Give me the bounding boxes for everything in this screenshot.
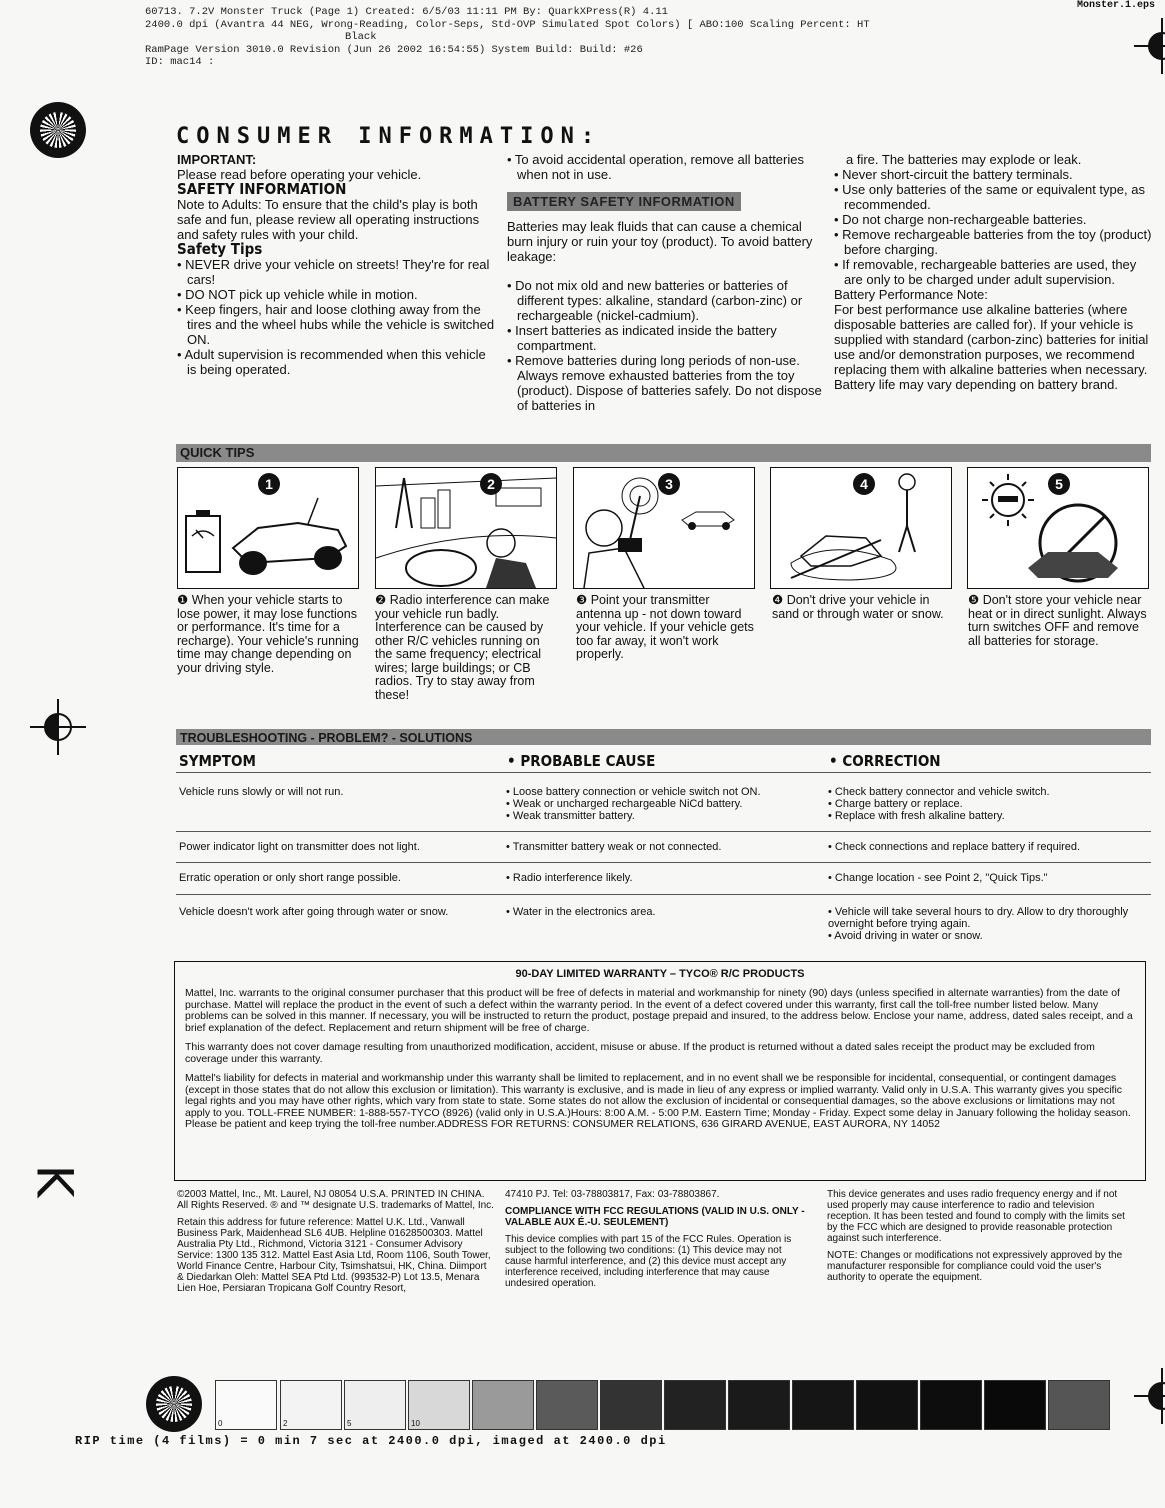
symptom-header: SYMPTOM <box>179 752 256 770</box>
symptom-cell: Erratic operation or only short range possible. <box>179 872 401 884</box>
caption-number: ❸ <box>576 593 588 607</box>
correction-cell: • Check battery connector and vehicle switch. • Charge battery or replace. • Replace with fresh alkaline battery. <box>828 786 1050 822</box>
quick-tip-caption-5 <box>968 594 1150 648</box>
divider <box>176 831 1151 832</box>
safety-info-heading: SAFETY INFORMATION <box>177 180 347 198</box>
caption-text: Point your transmitter antenna up - not down toward your vehicle. If your vehicle gets too far away, it won't work properly. <box>576 593 754 661</box>
safety-tips-heading: Safety Tips <box>177 240 263 258</box>
divider <box>176 894 1151 895</box>
safety-tip: • Keep fingers, hair and loose clothing away from the tires and the wheel hubs while the vehicle is switched ON. <box>177 302 495 347</box>
battery-bullet: • Do not mix old and new batteries or batteries of different types: alkaline, standard (carbon-zinc) or rechargeable (nickel-cadmium). <box>507 278 803 323</box>
battery-bullet: • Never short-circuit the battery terminals. <box>834 167 1073 182</box>
cause-header: • PROBABLE CAUSE <box>507 752 656 770</box>
consumer-info-column-3 <box>834 152 1152 392</box>
caption-number: ❹ <box>772 593 784 607</box>
swatch-label: 0 <box>218 1419 223 1428</box>
quick-tip-panel-1 <box>177 467 359 589</box>
fcc-heading: COMPLIANCE WITH FCC REGULATIONS (VALID IN U.S. ONLY - VALABLE AUX É.-U. SEULEMENT) <box>505 1206 805 1228</box>
fcc-note-text: NOTE: Changes or modifications not expressively approved by the manufacturer responsible for compliance could void the user's authority to operate the equipment. <box>827 1250 1123 1283</box>
divider <box>176 772 1151 773</box>
swatch-label: 10 <box>411 1419 420 1428</box>
troubleshooting-heading: TROUBLESHOOTING - PROBLEM? - SOLUTIONS <box>180 731 473 745</box>
crosshair-icon <box>1142 26 1165 66</box>
consumer-info-column-1 <box>177 152 495 377</box>
radio-interference-illustration <box>376 468 556 588</box>
caption-text: Radio interference can make your vehicle run badly. Interference can be caused by other R/C vehicles running on the same frequency; electrical wires; large buildings; or CB radios. Try to stay away from these! <box>375 593 550 702</box>
density-swatch <box>664 1380 726 1430</box>
crosshair-icon <box>1142 1376 1165 1416</box>
header-line: Black <box>345 31 377 43</box>
density-swatch <box>792 1380 854 1430</box>
battery-safety-heading: BATTERY SAFETY INFORMATION <box>507 192 741 211</box>
header-line: RamPage Version 3010.0 Revision (Jun 26 2002 16:54:55) System Build: Build: #26 <box>145 43 643 56</box>
quick-tips-bar <box>176 444 1151 462</box>
quick-tip-panel-3 <box>573 467 755 589</box>
quick-tips-heading: QUICK TIPS <box>180 445 255 460</box>
caption-number: ❷ <box>375 593 387 607</box>
swatch-label: 2 <box>283 1419 288 1428</box>
table-row <box>176 786 1151 826</box>
header-line: ID: mac14 : <box>145 56 215 68</box>
footer-fcc-column <box>505 1189 810 1295</box>
cause-cell: • Water in the electronics area. <box>506 906 656 918</box>
panel-number: 4 <box>853 473 875 495</box>
density-swatch <box>344 1380 406 1430</box>
warranty-paragraph: Mattel, Inc. warrants to the original consumer purchaser that this product will be free of defects in material and workmanship for ninety (90) days (unless specified in alternate warranties) from the date of purchase. Mattel will replace the product in the event of such a defect within the warranty period. In the event of a defect covered under this warranty, first call the toll-free number listed below. Many problems can be solved in this manner. If necessary, you will be instructed to return the product, postage prepaid and insured, to the address below. Enclose your name, address, dated sales receipt, and a brief explanation of the defect. Replacement and return shipment will be free of charge. <box>185 987 1133 1034</box>
density-swatch <box>1048 1380 1110 1430</box>
registration-target-icon <box>30 102 86 158</box>
fcc-text: This device complies with part 15 of the FCC Rules. Operation is subject to the following two conditions: (1) This device may not cause harmful interference, and (2) this device must accept any interference received, including interference that may cause undesired operation. <box>505 1234 792 1289</box>
quick-tip-panel-5 <box>967 467 1149 589</box>
quick-tip-panel-2 <box>375 467 557 589</box>
quick-tip-panel-4 <box>770 467 952 589</box>
density-swatch <box>280 1380 342 1430</box>
density-swatch <box>728 1380 790 1430</box>
caption-text: Don't drive your vehicle in sand or through water or snow. <box>772 593 944 621</box>
header-filename: Monster.1.eps <box>1076 0 1155 11</box>
important-label: IMPORTANT: <box>177 152 257 167</box>
safety-tip: • NEVER drive your vehicle on streets! They're for real cars! <box>177 257 490 287</box>
battery-bullet: • Remove rechargeable batteries from the toy (product) before charging. <box>834 227 1152 257</box>
header-line: 2400.0 dpi (Avantra 44 NEG, Wrong-Reading, Color-Seps, Std-OVP Simulated Spot Colors) [ ABO:100 Scaling Percent: HT <box>145 18 870 31</box>
safety-info-text: Note to Adults: To ensure that the child's play is both safe and fun, please review all operating instructions and safety rules with your child. <box>177 197 480 242</box>
battery-performance-heading: Battery Performance Note: <box>834 287 988 302</box>
footer-legal-column <box>177 1189 495 1300</box>
density-swatch <box>215 1380 277 1430</box>
caption-text: When your vehicle starts to lose power, it may lose functions or performance. It's time for a recharge). Your vehicle's running time may change depending on your driving style. <box>177 593 359 675</box>
density-swatch <box>472 1380 534 1430</box>
battery-bullet: • If removable, rechargeable batteries are used, they are only to be charged under adult supervision. <box>834 257 1137 287</box>
phone-text: 47410 PJ. Tel: 03-78803817, Fax: 03-78803867. <box>505 1189 720 1200</box>
correction-header: • CORRECTION <box>829 752 941 770</box>
correction-cell: • Change location - see Point 2, "Quick Tips." <box>828 872 1048 884</box>
warranty-paragraph: This warranty does not cover damage resulting from unauthorized modification, accident, misuse or abuse. If the product is returned without a dated sales receipt the product may be excluded from coverage under this warranty. <box>185 1041 1095 1065</box>
file-header <box>145 6 1155 69</box>
correction-cell: • Check connections and replace battery if required. <box>828 841 1081 853</box>
battery-bullet: • Insert batteries as indicated inside the battery compartment. <box>507 323 777 353</box>
battery-performance-text: For best performance use alkaline batteries (where disposable batteries are called for). If your vehicle is supplied with standard (carbon-zinc) batteries for initial use and/or demonstration purposes, we recommend replacing them with alkaline batteries when necessary. Battery life may vary depending on battery brand. <box>834 302 1149 392</box>
density-swatch <box>536 1380 598 1430</box>
warranty-box <box>174 961 1146 1181</box>
warranty-title: 90-DAY LIMITED WARRANTY – TYCO® R/C PRODUCTS <box>515 968 805 980</box>
correction-cell: • Vehicle will take several hours to dry. Allow to dry thoroughly overnight before trying again. • Avoid driving in water or snow. <box>828 906 1129 942</box>
density-swatch <box>856 1380 918 1430</box>
cause-cell: • Transmitter battery weak or not connected. <box>506 841 722 853</box>
battery-bullet: • Do not charge non-rechargeable batteries. <box>834 212 1087 227</box>
quick-tip-caption-1 <box>177 594 359 675</box>
quick-tip-caption-4 <box>772 594 954 621</box>
crosshair-icon <box>38 707 78 747</box>
density-swatch <box>920 1380 982 1430</box>
important-text: Please read before operating your vehicle. <box>177 167 422 182</box>
quick-tip-caption-3 <box>576 594 758 662</box>
caption-text: Don't store your vehicle near heat or in direct sunlight. Always turn switches OFF and remove all batteries for storage. <box>968 593 1147 648</box>
cause-cell: • Radio interference likely. <box>506 872 633 884</box>
battery-bullet: • Remove batteries during long periods of non-use. Always remove exhausted batteries from the toy (product). Dispose of batteries safely. Do not dispose of batteries in <box>507 353 822 413</box>
copyright-text: ©2003 Mattel, Inc., Mt. Laurel, NJ 08054 U.S.A. PRINTED IN CHINA. All Rights Reserved. ® and ™ designate U.S. trademarks of Mattel, Inc. <box>177 1189 494 1211</box>
quick-tip-caption-2 <box>375 594 557 702</box>
density-swatch <box>408 1380 470 1430</box>
caption-number: ❶ <box>177 593 189 607</box>
safety-tip: • Adult supervision is recommended when this vehicle is being operated. <box>177 347 486 377</box>
panel-number: 5 <box>1048 473 1070 495</box>
rip-time-line: RIP time (4 films) = 0 min 7 sec at 2400.0 dpi, imaged at 2400.0 dpi <box>75 1434 667 1448</box>
symptom-cell: Vehicle runs slowly or will not run. <box>179 786 344 798</box>
density-swatch <box>984 1380 1046 1430</box>
swatch-label: 5 <box>347 1419 352 1428</box>
interference-text: This device generates and uses radio frequency energy and if not used properly may cause interference to radio and television reception. It has been tested and found to comply with the limits set by the FCC which are designed to provide reasonable protection against such interference. <box>827 1189 1125 1244</box>
k-registration-mark-icon: K <box>25 1164 84 1198</box>
warranty-paragraph: Mattel's liability for defects in material and workmanship under this warranty shall be limited to replacement, and in no event shall we be responsible for incidental, consequential, or contingent damages (except in those states that do not allow this exclusion or limitation). This warranty is exclusive, and is made in lieu of any express or implied warranty. Valid only in U.S.A. This warranty gives you specific legal rights and you may have other rights, which vary from state to state. Some states do not allow the exclusion of incidental or consequential damages, so the above exclusions or limitations may not apply to you. TOLL-FREE NUMBER: 1-888-557-TYCO (8926) (valid only in U.S.A.)Hours: 8:00 A.M. - 5:00 P.M. Eastern Time; Monday - Friday. Expect some delay in January following the holiday season. Please be patient and keep trying the toll-free number.ADDRESS FOR RETURNS: CONSUMER RELATIONS, 636 GIRARD AVENUE, EAST AURORA, NY 14052 <box>185 1072 1131 1130</box>
safety-tip: • DO NOT pick up vehicle while in motion. <box>177 287 418 302</box>
consumer-info-column-2 <box>507 152 827 413</box>
panel-number: 1 <box>258 473 280 495</box>
cause-cell: • Loose battery connection or vehicle switch not ON. • Weak or uncharged rechargeable NiCd battery. • Weak transmitter battery. <box>506 786 761 822</box>
page-title: CONSUMER INFORMATION: <box>176 124 602 149</box>
density-swatch <box>600 1380 662 1430</box>
header-line: 60713. 7.2V Monster Truck (Page 1) Created: 6/5/03 11:11 PM By: QuarkXPress(R) 4.11 <box>145 6 668 18</box>
symptom-cell: Vehicle doesn't work after going through water or snow. <box>179 906 449 918</box>
panel-number: 2 <box>480 473 502 495</box>
battery-bullet: • To avoid accidental operation, remove all batteries when not in use. <box>507 152 804 182</box>
caption-number: ❺ <box>968 593 980 607</box>
registration-target-icon <box>146 1376 202 1432</box>
symptom-cell: Power indicator light on transmitter does not light. <box>179 841 420 853</box>
battery-bullet: • Use only batteries of the same or equivalent type, as recommended. <box>834 182 1145 212</box>
footer-interference-column <box>827 1189 1137 1289</box>
address-text: Retain this address for future reference: Mattel U.K. Ltd., Vanwall Business Park, Maidenhead SL6 4UB. Helpline 01628500303. Mattel Australia Pty Ltd., Richmond, Victoria 3121 - Consumer Advisory Service: 1300 135 312. Mattel East Asia Ltd, Room 1106, South Tower, World Finance Centre, Harbour City, Tsimshatsui, HK, China. Diimport & Diedarkan Oleh: Mattel SEA Ptd Ltd. (993532-P) Lot 13.5, Menara Lien Hoe, Persiaran Tropicana Golf Country Resort, <box>177 1217 491 1294</box>
panel-number: 3 <box>658 473 680 495</box>
battery-text: Batteries may leak fluids that can cause a chemical burn injury or ruin your toy (product). To avoid battery leakage: <box>507 219 813 264</box>
troubleshooting-bar <box>176 729 1151 745</box>
battery-continued-text: a fire. The batteries may explode or leak. <box>846 152 1082 167</box>
divider <box>176 862 1151 863</box>
